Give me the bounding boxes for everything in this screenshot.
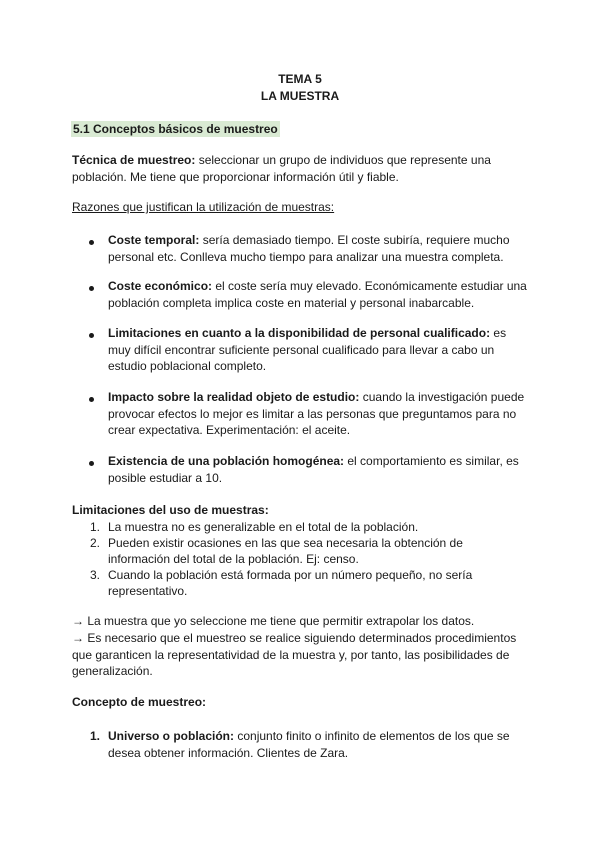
bullet-dot bbox=[89, 329, 97, 337]
limitaciones-heading: Limitaciones del uso de muestras: bbox=[72, 503, 269, 517]
razones-heading: Razones que justifican la utilización de muestras: bbox=[72, 200, 335, 214]
arrow-note: → La muestra que yo seleccione me tiene que permitir extrapolar los datos. bbox=[72, 614, 475, 628]
page-subtitle: LA MUESTRA bbox=[260, 89, 340, 103]
section-heading: 5.1 Conceptos básicos de muestreo bbox=[73, 122, 278, 136]
list-item: Cuando la población está formada por un número pequeño, no sería representativo. bbox=[108, 568, 473, 598]
bullet-dot bbox=[89, 236, 97, 244]
list-item: La muestra no es generalizable en el total de la población. bbox=[108, 520, 419, 534]
bullet-text: sería demasiado tiempo. El coste subiría, requiere mucho personal etc. Conlleva mucho tiempo para analizar una muestra completa. bbox=[108, 233, 510, 264]
bullet-text: cuando la investigación puede provocar efectos lo mejor es limitar a las personas que preguntamos para no crear expectativa. Experimentación: el aceite. bbox=[108, 390, 525, 437]
bullet-label: Existencia de una población homogénea: bbox=[108, 454, 345, 468]
list-item bbox=[108, 232, 528, 265]
bullet-label: Coste temporal: bbox=[108, 233, 200, 247]
bullet-dot bbox=[89, 393, 97, 401]
bullet-label: Coste económico: bbox=[108, 279, 213, 293]
page-title: TEMA 5 bbox=[278, 72, 322, 86]
list-item bbox=[108, 453, 528, 486]
concepto-label: Universo o población: bbox=[108, 729, 235, 743]
list-item bbox=[108, 728, 528, 761]
bullet-text: es muy difícil encontrar suficiente personal cualificado para llevar a cabo un estudio poblacional completo. bbox=[108, 326, 507, 373]
bullet-dot bbox=[89, 457, 97, 465]
list-number: 1. bbox=[90, 520, 101, 534]
tecnica-paragraph bbox=[72, 152, 532, 185]
arrow-note: → Es necesario que el muestreo se realice siguiendo determinados procedimientos que garanticen la representatividad de la muestra y, por tanto, las posibilidades de generalización. bbox=[72, 631, 517, 678]
tecnica-text: seleccionar un grupo de individuos que represente una población. Me tiene que proporcionar información útil y fiable. bbox=[72, 153, 491, 184]
list-number: 2. bbox=[90, 536, 101, 550]
tecnica-label: Técnica de muestreo: bbox=[72, 153, 196, 167]
list-item bbox=[108, 325, 528, 375]
list-item bbox=[108, 278, 528, 311]
bullet-dot bbox=[89, 282, 97, 290]
list-number: 3. bbox=[90, 568, 101, 582]
concepto-text: conjunto finito o infinito de elementos de los que se desea obtener información. Clientes de Zara. bbox=[108, 729, 510, 760]
bullet-label: Impacto sobre la realidad objeto de estudio: bbox=[108, 390, 360, 404]
list-item bbox=[108, 389, 528, 439]
bullet-text: el coste sería muy elevado. Económicamente estudiar una población completa implica coste en material y personal inabarcable. bbox=[108, 279, 527, 310]
list-item: Pueden existir ocasiones en las que sea necesaria la obtención de información del total de la población. Ej: censo. bbox=[108, 536, 463, 566]
list-number: 1. bbox=[90, 729, 101, 743]
concepto-heading: Concepto de muestreo: bbox=[72, 695, 207, 709]
bullet-label: Limitaciones en cuanto a la disponibilidad de personal cualificado: bbox=[108, 326, 491, 340]
bullet-text: el comportamiento es similar, es posible estudiar a 10. bbox=[108, 454, 519, 485]
